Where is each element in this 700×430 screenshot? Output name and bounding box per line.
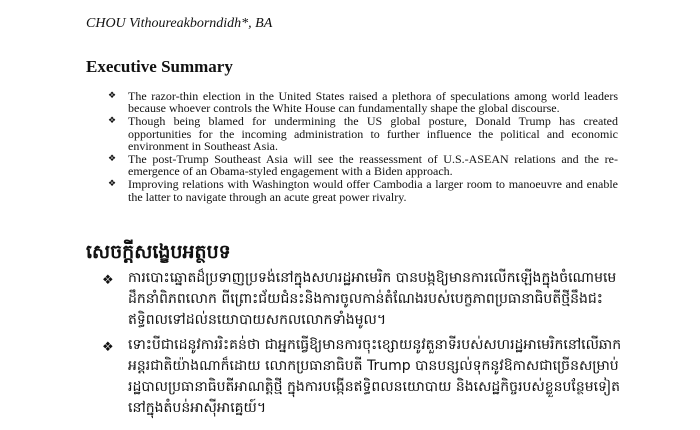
list-item	[86, 153, 618, 177]
diamond-bullet-icon: ❖	[108, 179, 117, 190]
list-item	[86, 268, 626, 331]
diamond-bullet-icon: ❖	[108, 154, 117, 165]
summary-point-4: Improving relations with Washington would offer Cambodia a larger room to manoeuvre and enable the latter to navigate through an acute great power rivalry.	[128, 177, 618, 204]
summary-heading: Executive Summary	[86, 57, 233, 76]
english-summary-list	[86, 90, 618, 204]
list-item	[86, 115, 618, 152]
summary-point-1: The razor-thin election in the United States raised a plethora of speculations among world leaders because whoever controls the White House can fundamentally shape the global discourse.	[128, 89, 618, 116]
summary-point-2: Though being blamed for undermining the US global posture, Donald Trump has created opportunities for the incoming administration to further influence the political and economic environment in Southeast Asia.	[128, 114, 618, 153]
diamond-bullet-icon: ❖	[108, 116, 117, 127]
khmer-summary-heading: សេចក្តីសង្ខេបអត្ថបទ	[86, 241, 231, 263]
list-item	[86, 90, 618, 114]
diamond-bullet-icon: ❖	[102, 340, 114, 355]
summary-point-3: The post-Trump Southeast Asia will see the reassessment of U.S.-ASEAN relations and the re-emergence of an Obama-styled engagement with a Biden approach.	[128, 152, 618, 179]
list-item	[86, 178, 618, 202]
khmer-summary-list	[86, 268, 626, 423]
list-item	[86, 335, 626, 419]
author-line: CHOU Vithoureakborndidh*, BA	[86, 16, 273, 31]
diamond-bullet-icon: ❖	[102, 273, 114, 288]
khmer-point-2: ទោះបីជាដេនូវការរិះគន់ថា ជាអ្នកធ្វើឱ្យមានការចុះខ្សោយនូវតួនាទីរបស់សហរដ្ឋអាមេរិកនៅលើឆាកអន្តរជាតិយ៉ាងណាក៏ដោយ លោកប្រធានាធិបតី Trump បានបន្សល់ទុកនូវឱកាសជាច្រើនសម្រាប់រដ្ឋបាលប្រធានាធិបតីអាណត្តិថ្មី ក្នុងការបង្កើនឥទ្ធិពលនយោបាយ និងសេដ្ឋកិច្ចរបស់ខ្លួនបន្ថែមទៀតនៅក្នុងតំបន់អាស៊ីអាគ្នេយ៍។	[128, 337, 622, 416]
khmer-point-1: ការបោះឆ្នោតដ៏ប្រទាញប្រទង់នៅក្នុងសហរដ្ឋអាមេរិក បានបង្កឱ្យមានការលើកឡើងក្នុងចំណោមមេដឹកនាំពិភពលោក ពីព្រោះជ័យជំនះនិងការចូលកាន់តំណែងរបស់បេក្ខភាពប្រធានាធិបតីថ្មីនឹងជះឥទ្ធិពលទៅដល់នយោបាយសកលលោកទាំងមូល។	[128, 270, 617, 328]
diamond-bullet-icon: ❖	[108, 91, 117, 101]
